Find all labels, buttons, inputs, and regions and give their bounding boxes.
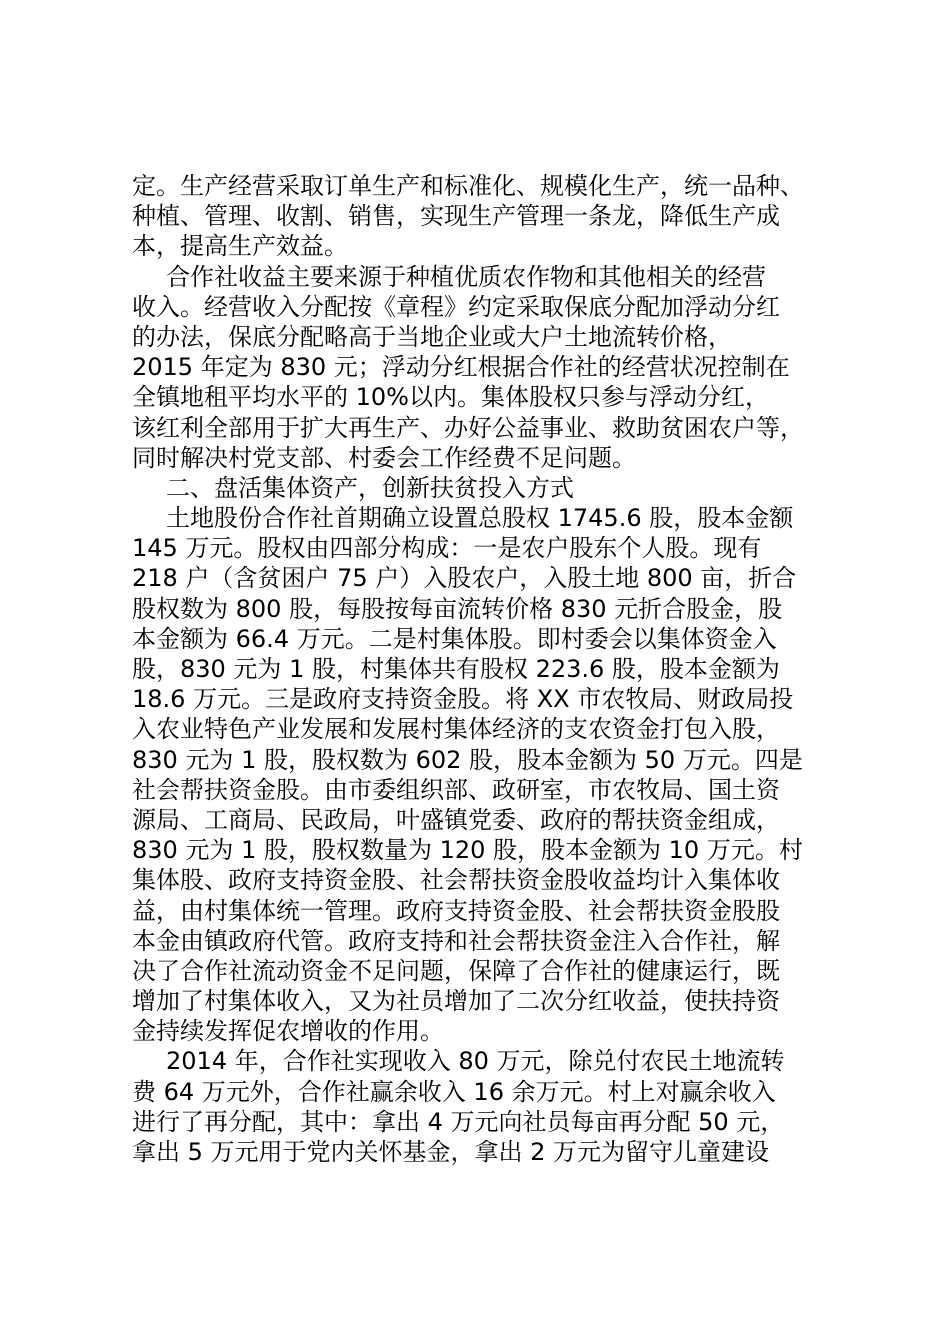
text-line: 费 64 万元外，合作社赢余收入 16 余万元。村上对赢余收入 bbox=[132, 1077, 776, 1106]
text-line: 集体股、政府支持资金股、社会帮扶资金股收益均计入集体收 bbox=[132, 866, 780, 895]
text-line: 社会帮扶资金股。由市委组织部、政研室，市农牧局、国土资 bbox=[132, 775, 780, 804]
text-line: 合作社收益主要来源于种植优质农作物和其他相关的经营 bbox=[166, 262, 766, 291]
text-line: 源局、工商局、民政局，叶盛镇党委、政府的帮扶资金组成， bbox=[132, 805, 780, 834]
text-line: 同时解决村党支部、村委会工作经费不足问题。 bbox=[132, 443, 636, 472]
text-line: 145 万元。股权由四部分构成：一是农户股东个人股。现有 bbox=[132, 534, 762, 563]
text-line: 股权数为 800 股，每股按每亩流转价格 830 元折合股金，股 bbox=[132, 594, 783, 623]
text-line: 进行了再分配，其中：拿出 4 万元向社员每亩再分配 50 元， bbox=[132, 1107, 785, 1136]
text-line: 本，提高生产效益。 bbox=[132, 232, 348, 261]
text-line: 二、盘活集体资产，创新扶贫投入方式 bbox=[166, 473, 574, 502]
text-line: 收入。经营收入分配按《章程》约定采取保底分配加浮动分红 bbox=[132, 292, 780, 321]
text-line: 18.6 万元。三是政府支持资金股。将 XX 市农牧局、财政局投 bbox=[132, 685, 794, 714]
text-line: 益，由村集体统一管理。政府支持资金股、社会帮扶资金股股 bbox=[132, 896, 780, 925]
text-line: 全镇地租平均水平的 10%以内。集体股权只参与浮动分红， bbox=[132, 383, 769, 412]
text-line: 入农业特色产业发展和发展村集体经济的支农资金打包入股， bbox=[132, 715, 780, 744]
text-line: 种植、管理、收割、销售，实现生产管理一条龙，降低生产成 bbox=[132, 202, 780, 231]
text-line: 2015 年定为 830 元；浮动分红根据合作社的经营状况控制在 bbox=[132, 353, 790, 382]
text-line: 拿出 5 万元用于党内关怀基金，拿出 2 万元为留守儿童建设 bbox=[132, 1138, 770, 1166]
text-line: 的办法，保底分配略高于当地企业或大户土地流转价格， bbox=[132, 322, 732, 351]
text-line: 830 元为 1 股，股权数为 602 股，股本金额为 50 万元。四是 bbox=[132, 745, 803, 774]
text-line: 定。生产经营采取订单生产和标准化、规模化生产，统一品种、 bbox=[132, 172, 804, 200]
text-line: 土地股份合作社首期确立设置总股权 1745.6 股，股本金额 bbox=[166, 504, 794, 533]
text-line: 决了合作社流动资金不足问题，保障了合作社的健康运行，既 bbox=[132, 956, 780, 985]
text-line: 本金额为 66.4 万元。二是村集体股。即村委会以集体资金入 bbox=[132, 624, 777, 653]
text-line: 830 元为 1 股，股权数量为 120 股，股本金额为 10 万元。村 bbox=[132, 836, 803, 865]
text-line: 本金由镇政府代管。政府支持和社会帮扶资金注入合作社，解 bbox=[132, 926, 780, 955]
text-line: 2014 年，合作社实现收入 80 万元，除兑付农民土地流转 bbox=[166, 1047, 785, 1076]
document-body bbox=[132, 171, 844, 1167]
text-line: 金持续发挥促农增收的作用。 bbox=[132, 1017, 444, 1046]
text-line: 增加了村集体收入，又为社员增加了二次分红收益，使扶持资 bbox=[132, 987, 780, 1016]
text-line: 218 户（含贫困户 75 户）入股农户，入股土地 800 亩，折合 bbox=[132, 564, 797, 593]
text-line: 股，830 元为 1 股，村集体共有股权 223.6 股，股本金额为 bbox=[132, 655, 780, 683]
text-line: 该红利全部用于扩大再生产、办好公益事业、救助贫困农户等， bbox=[132, 413, 804, 442]
